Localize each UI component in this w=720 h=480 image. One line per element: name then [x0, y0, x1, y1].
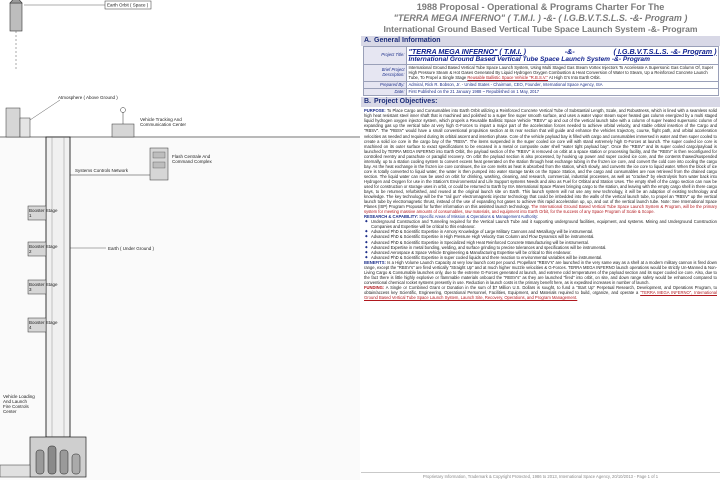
table-row: [364, 82, 719, 89]
section-a-heading: A. General Information: [361, 36, 720, 46]
date-label: Date:: [364, 89, 407, 96]
tracking-center-graphic: [112, 108, 134, 138]
project-title-cell: [407, 47, 719, 65]
label-booster-3: Booster Stage 3: [29, 282, 58, 292]
purpose-label: PURPOSE:: [364, 108, 386, 114]
project-title-line2: International Ground Based Vertical Tube Space Launch System -&- Program: [408, 55, 650, 63]
rbsv-vehicle-graphic: [10, 0, 22, 70]
label-atmosphere: Atmosphere ( Above Ground ): [58, 95, 118, 100]
objectives-body: [361, 107, 720, 300]
label-booster-2: Booster Stage 2: [29, 244, 58, 254]
list-item: ◆ Underground Construction and Tunneling required for the Vertical Launch Tube and it supporting underground facilities, equipment, and systems. Mining and Underground Construction Companies and Expertise will be critical to this endeavor.: [371, 219, 717, 229]
project-title-right: ( I.G.B.V.T.S.L.S. -&- Program ): [613, 46, 717, 56]
section-b-heading: B. Project Objectives:: [361, 97, 720, 107]
label-booster-1: Booster Stage 1: [29, 208, 58, 218]
prepared-by-label: Prepared By:: [364, 82, 407, 89]
list-item: ◆ Advanced Aerospace & Space Vehicle Engineering & Manufacturing Expertise will be critical to this endeavor.: [371, 250, 717, 255]
funding-paragraph: [364, 285, 717, 300]
general-info-table: [363, 46, 719, 96]
project-title-label: Project Title:: [364, 47, 407, 65]
label-loading-center: Vehicle Loading And Launch Fire Controls Center: [3, 394, 35, 414]
brief-description-tail: At High G's Into Earth Orbit.: [548, 74, 601, 80]
brief-description-cell: [407, 65, 719, 82]
list-item: ◆ Advanced PhD & Scientific Expertise in Armory Knowledge of Large Military Cannons and Metallurgy will be instrumental.: [371, 229, 717, 234]
doc-header-line3: International Ground Based Vertical Tube Space Launch System -&- Program: [383, 24, 698, 34]
doc-header-line1: 1988 Proposal - Operational & Programs Charter For The: [416, 2, 665, 12]
proposal-document: [361, 0, 720, 480]
project-title-left: "TERRA MEGA INFERNO" ( T.M.I. ): [408, 46, 527, 56]
purpose-paragraph: [364, 108, 717, 214]
table-row: [364, 47, 719, 65]
label-systems-network: Systems Controls Network: [75, 168, 129, 173]
label-earth-underground: Earth ( Under Ground ): [108, 246, 155, 251]
benefits-paragraph: [364, 260, 717, 285]
table-row: [364, 89, 719, 96]
assembly-building-graphic: [6, 108, 30, 137]
label-flash-centrale: Flash Centrale And Command Complex: [172, 154, 212, 164]
flash-centrale-complex-graphic: [150, 148, 168, 180]
label-booster-4: Booster Stage 4: [29, 320, 58, 330]
doc-header-line2: "TERRA MEGA INFERNO" ( T.M.I. ) -&- ( I.G.B.V.T.S.L.S. -&- Program ): [393, 13, 688, 23]
date-text: First Published on the 21 January 1988 ~ Republished on 1 May, 2017: [407, 89, 719, 96]
benefits-text: Is a High Volume Launch Capacity at very low launch cost per pound. Propellant "RBSV's" are launched in the very same way as a shell at a modern military cannon is fired down range, except the "RBSV's" are fired vertically "Straight Up" and at much higher muzzle velocities & G-Forces. TERRA MEGA INFERNO launch operations would be strictly Un-Manned & Non-Living Cargo & Consumable launches only, due to the extreme G-Forces generated at launch, and extreme cold temperatures of the payload section and its super cooled ice core. Also, due to the fact there is little highly explosive or flammable materials onboard the "RBSV's" as they are launched "fired" into orbit, on site, and down range safety would be enhanced compared to conventional chemical rocket systems presently in use. Reduction in launch costs is the primary benefit here, as is expedited increases in number of launch.: [364, 259, 717, 285]
rbsv-link[interactable]: Reusable Ballistic Space Vehicle "R.B.S.V.": [467, 74, 548, 80]
research-bullet-list: [364, 219, 717, 259]
list-item: ◆ Advanced PhD & Scientific Expertise in Specialized High Heat Reinforced Concrete Manufacturing will be instrumental.: [371, 240, 717, 245]
list-item: ◆ Advanced PhD & Scientific Expertise in super cooled liquids and there reaction to environmental variables will be instrumental.: [371, 255, 717, 260]
funding-text: A Single or Combined Grant or Donation in the sum of $7 Million U.S. Dollars is sought, to fund a "Start Up" Perpetual Research, Development, and Operations Program, to obtain/access key Scientific, Engineering, Operational Personnel, Facilities, Equipment, and Materials required to build, organize, and operate a: [364, 284, 718, 295]
vertical-launch-tube-graphic: [46, 137, 70, 437]
purpose-text: To Place Cargo and Consumables into Earth Orbit utilizing a Reinforced Concrete Vertical Tube of Substantial Length, Scale, and Robustness, which is lined with a seamless solid high heat resistant steel inner shaft that is machined and polished to a super fine super smooth surface, and uses a water vapor steam super heated gas column energized by a multi staged liquid hydrogen oxygen injector system, which propels a Reusable Ballistic Space Vehicle "RBSV" up and out of the vertical launch tube with a column of super heated supersonic column of expanding gas up the vertical tube at very high G-Forces to impart a major part of the acceleration forces needed to achieve orbital velocity, and stable orbital insertion of the Cargo and "RBSV". The "RBSV" would have a small conventional propulsion section at its rear section that will guide and enhance the vehicles trajectory, course, flight path, and orbital acceleration velocities as needed and required during its orbital ascent and insertion phase. Core of the vehicle payload bay is filled with cargo and consumables immersed in water and then super cooled to create a solid ice core in the cargo bay of the "RBSV". The items suspended in the super cooled ice core will with stand extremely high G-Forces at launch. The super cooled ice core is machined on its outer surface to exact specifications to be encased in a metal or composite outer shell "water tight payload bay". Once the "RBSV" and its super cooled cargo/payload is launched by TERRA MEGA INFERNO into Earth Orbit, the payload section of the "RBSV" is removed on orbit at a space station or processing facility, and the "RBSV" is then reconfigured for controlled reentry and parachute or paraglid recovery. On orbit the payload section is also processed, by hooking up power and super cooled ice core, and the contents thawed/suspended internally, up to a station cooling system to convert excess heat generated on the station through heat exchange tubing in the frozen ice core, and convert the cold core into cooling the cargo bay. As the heat exchange in the frozen ice core continues, the ice core melts as heat is absorbed from the station, which slowly, and converts the ice core to liquid water. When the block of ice core is totally converted to liquid water, the water is then pumped into water storage tanks on the Space Station, and the cargo and consumables are now retrieved from the drained cargo section. The liquid water can now be used on orbit for drinking, washing, cleaning, and research, commercial, industrial processes, as well as "cracked" by electrolysis from water back into Hydrogen and Oxygen for use in the Station's Environmental and Life Support systems Needs and also as Fuel for Orbital and Station Uses. The empty shell of the cargo section can now be used for construction or storage uses in orbit, or could be returned to Earth by ISA International Space Planes bringing cargo to the station, and leaving with the empty cargo shell in there cargo bays, to be returned, refurbished, and reused at the original launch site on Earth. This launch system will not use any new technology, it will be an adaption of existing technology and knowledge. The key technology will be the "rail gun" electromagnetic injector technology that could be imbedded into the walls of the vertical launch tube, to propel an "RBSV" up the vertical launch tube by electromagnetic thrust, instead of the use of expanding hot gases to achieve this rapid acceleration up, up, and out of the vertical launch tube. Note: See International Space Planes (ISP) Program Proposal for further information on this assisted launch technology.: [364, 108, 717, 210]
page-footer: Proprietary Information, Trademark & Copyright Protected, 1986 to 2013, International Space Agency, 20/10/2013 - Page 1 of 1: [361, 472, 720, 479]
funding-label: FUNDING:: [364, 284, 385, 290]
brief-description-text: International Ground Based Vertical Tube Space Launch System, Using Multi Staged Gas Steam Vortex Injectors To Accelerate A Supersonic Gas Column Of, Super High Pressure Steam & Hot Gases Generated By Liquid Hydrogen Oxygen Combustion & Heat Conversion of Water to Steam, Up a Reinforced Concrete Launch Tube, To Propel a Single Stage: [408, 64, 714, 80]
list-item: ◆ Advanced PhD & Scientific Expertise in High Pressure High Velocity Gas Column and Flow Dynamics will be instrumental.: [371, 234, 717, 239]
research-label: RESEARCH & CAPABILITY:: [364, 214, 419, 220]
list-item: ◆ Advanced Expertise in metal bonding, welding, and surface grinding to precise tolerances and specifications will be instrumental.: [371, 245, 717, 250]
prepared-by-text: Admiral, Rick R. Bobson, Jr. - United States - Chairman, CEO, Founder, International Space Agency, ISA: [407, 82, 719, 89]
label-earth-orbit: Earth Orbit ( Space ): [107, 2, 149, 8]
label-tracking-center: Vehicle Tracking And Communication Center: [140, 117, 187, 127]
research-subtitle: Specific Areas of Mission & Operations & Management Authority:: [419, 214, 539, 220]
table-row: [364, 65, 719, 82]
purpose-highlight: The International Ground Based Vertical Tube Space Launch System & Program, will be the primary system for meeting massive amounts of consumables, raw materials, and equipment into Earth Orbit, for the success of any Space Program of Scale & Scope.: [364, 204, 718, 215]
brief-description-label: Brief Project Description:: [364, 65, 407, 82]
benefits-label: BENEFITS:: [364, 259, 386, 265]
project-title-amp: -&-: [564, 46, 575, 56]
funding-link[interactable]: "TERRA MEGA INFERNO", International Ground Based Vertical Tube Space Launch System, Launch Site, Recovery, Operations, and Program Management.: [364, 289, 717, 301]
